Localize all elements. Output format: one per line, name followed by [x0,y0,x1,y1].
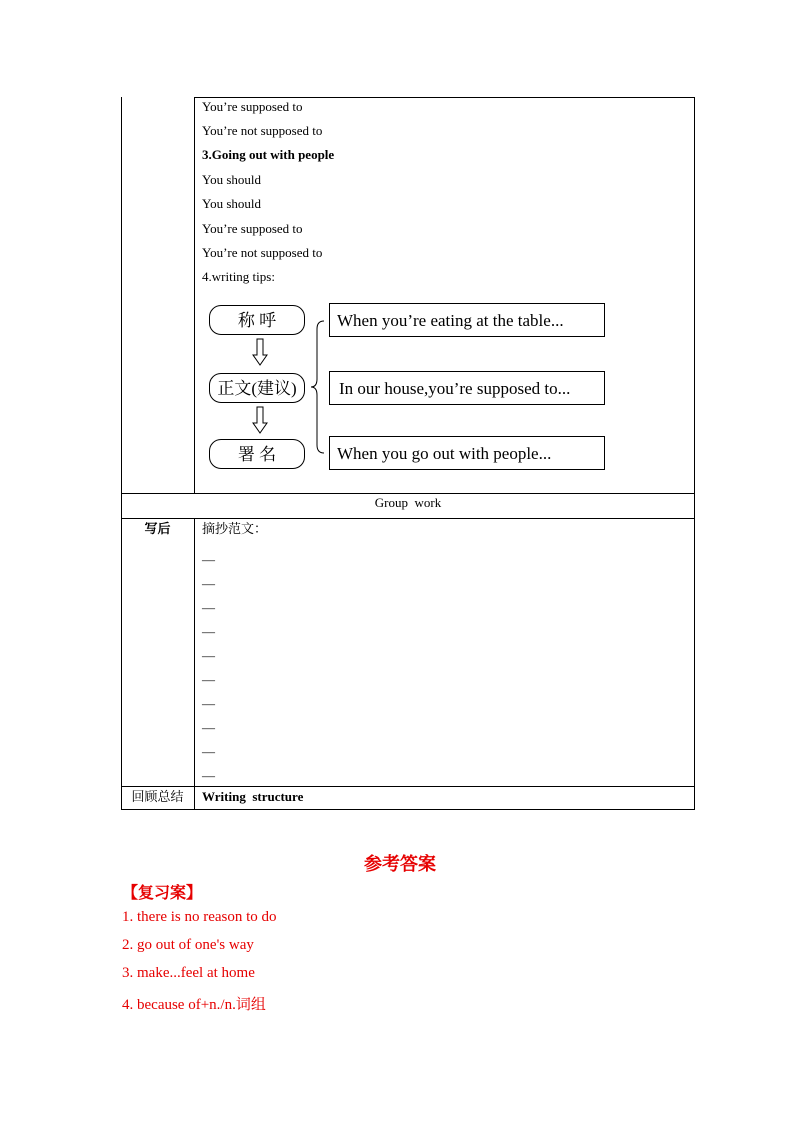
text-line: You’re supposed to [202,221,303,236]
after-writing-label: 写后 [144,521,171,536]
answer-item: 2. go out of one's way [122,937,254,953]
text-line: You’re supposed to [202,99,303,114]
text-line: You should [202,172,262,187]
blank-line[interactable]: — [202,696,215,711]
copy-sample-prompt: 摘抄范文： [202,521,268,536]
diagram-connectors [121,97,695,493]
answer-item: 1. there is no reason to do [122,909,277,925]
group-work-label: Group work [374,495,442,510]
blank-line[interactable]: — [202,672,215,687]
blank-line[interactable]: — [202,600,215,615]
down-arrow-icon [253,339,267,365]
column-divider-bottom [194,518,195,810]
house-rules-box: In our house,you’re supposed to... [329,371,605,405]
table-bottom-border [121,809,695,810]
body-box: 正文(建议) [209,373,305,403]
section-heading: 3.Going out with people [202,147,335,162]
row-divider-1 [121,493,695,494]
blank-line[interactable]: — [202,576,215,591]
writing-tips-diagram [121,97,695,493]
lesson-table [121,97,695,810]
table-manners-box: When you’re eating at the table... [329,303,605,337]
answer-item: 4. because of+n./n.词组 [122,997,266,1013]
text-line: You’re not supposed to [202,123,323,138]
answer-section-heading: 【复习案】 [122,885,203,902]
row-divider-3 [121,786,695,787]
greeting-box: 称 呼 [209,305,305,335]
answer-item: 3. make...feel at home [122,965,255,981]
left-brace [311,321,324,453]
blank-line[interactable]: — [202,648,215,663]
answer-title: 参考答案 [364,854,436,874]
blank-line[interactable]: — [202,552,215,567]
blank-line[interactable]: — [202,624,215,639]
going-out-box: When you go out with people... [329,436,605,470]
text-line: 4.writing tips: [202,269,275,284]
text-line: You’re not supposed to [202,245,323,260]
text-line: You should [202,196,262,211]
blank-line[interactable]: — [202,720,215,735]
row-divider-2 [121,518,695,519]
blank-line[interactable]: — [202,744,215,759]
signature-box: 署 名 [209,439,305,469]
blank-line[interactable]: — [202,768,215,783]
down-arrow-icon [253,407,267,433]
review-summary-label: 回顾总结 [131,789,184,804]
review-summary-content: Writing structure [202,789,304,804]
